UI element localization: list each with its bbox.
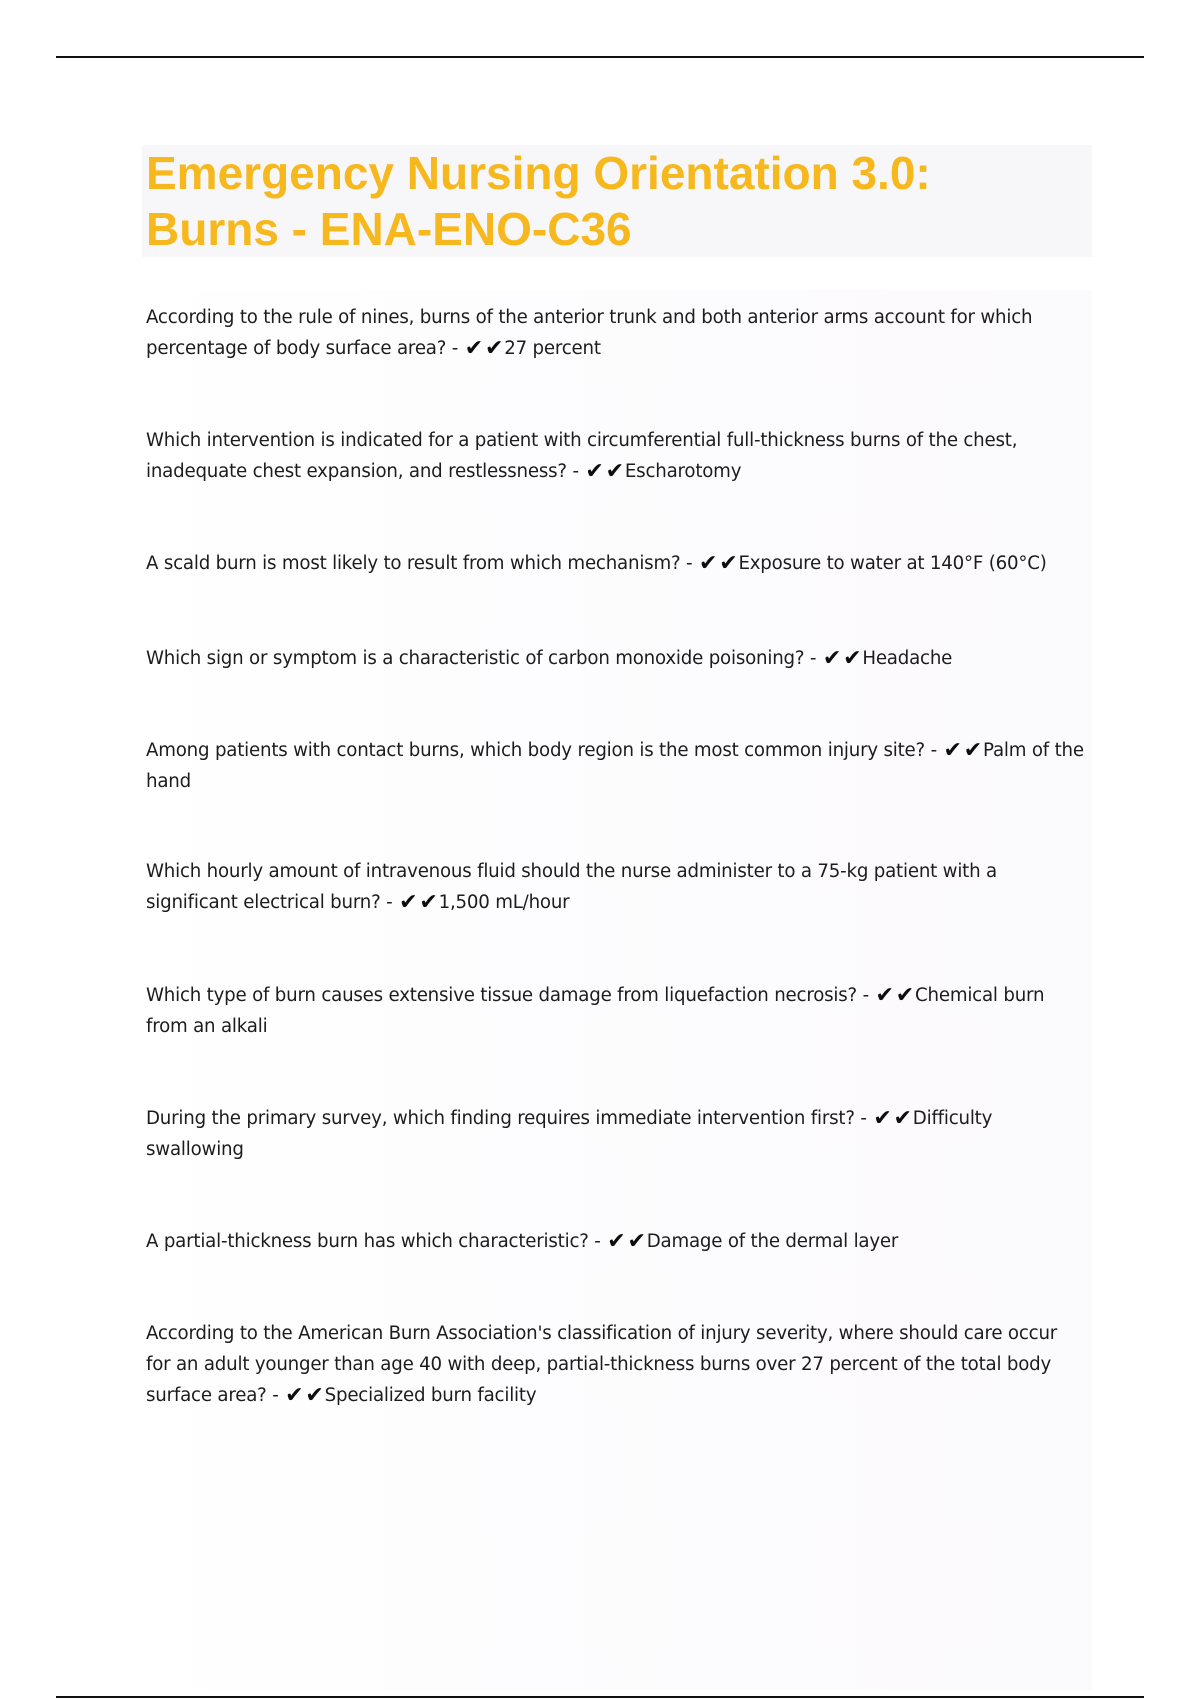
separator: -: [925, 740, 943, 761]
separator: -: [380, 892, 399, 913]
answer-text: Headache: [862, 648, 953, 669]
answer-text: 27 percent: [504, 338, 601, 359]
qa-item-3: [146, 548, 1086, 579]
separator: -: [854, 1108, 873, 1129]
check-icon: ✔: [895, 983, 914, 1008]
separator: -: [588, 1231, 607, 1252]
qa-item-2: [146, 425, 1086, 487]
question-text: A partial-thickness burn has which characteristic?: [146, 1231, 589, 1252]
answer-text: 1,500 mL/hour: [438, 892, 570, 913]
check-icon: ✔: [719, 551, 738, 576]
separator: -: [680, 553, 698, 574]
qa-item-5: [146, 735, 1086, 797]
qa-item-9: [146, 1226, 1086, 1257]
document-title-line-1: Emergency Nursing Orientation 3.0:: [146, 147, 931, 199]
check-icon: ✔: [607, 1229, 626, 1254]
check-icon: ✔: [627, 1229, 646, 1254]
check-icon: ✔: [822, 646, 842, 671]
top-divider: [56, 56, 1144, 58]
check-icon: ✔: [963, 738, 983, 763]
question-text: Which sign or symptom is a characteristic of carbon monoxide poisoning?: [146, 648, 805, 669]
qa-item-4: [146, 643, 1086, 674]
check-icon: ✔: [419, 890, 438, 915]
answer-text: Chemical burn from an alkali: [146, 985, 1045, 1037]
check-icon: ✔: [305, 1383, 324, 1408]
separator: -: [266, 1385, 285, 1406]
separator: -: [566, 461, 585, 482]
check-icon: ✔: [585, 459, 604, 484]
answer-text: Specialized burn facility: [324, 1385, 537, 1406]
answer-text: Exposure to water at 140°F (60°C): [738, 553, 1047, 574]
check-icon: ✔: [875, 983, 894, 1008]
answer-text: Difficulty swallowing: [146, 1108, 993, 1160]
question-text: According to the American Burn Association's classification of injury severity, where should care occur for an adult younger than age 40 with deep, partial-thickness burns over 27 percent of the total body surface area?: [146, 1323, 1058, 1406]
check-icon: ✔: [605, 459, 624, 484]
check-icon: ✔: [464, 336, 483, 361]
qa-list: [142, 290, 1092, 1690]
check-icon: ✔: [843, 646, 862, 671]
question-text: Which hourly amount of intravenous fluid should the nurse administer to a 75-kg patient with a significant electrical burn?: [146, 861, 997, 913]
separator: -: [804, 648, 822, 669]
check-icon: ✔: [943, 738, 962, 763]
answer-text: Damage of the dermal layer: [646, 1231, 899, 1252]
question-text: Among patients with contact burns, which body region is the most common injury site?: [146, 740, 926, 761]
separator: -: [857, 985, 875, 1006]
qa-item-8: [146, 1103, 1086, 1165]
check-icon: ✔: [484, 336, 504, 361]
check-icon: ✔: [893, 1106, 912, 1131]
question-text: Which type of burn causes extensive tissue damage from liquefaction necrosis?: [146, 985, 857, 1006]
question-text: According to the rule of nines, burns of the anterior trunk and both anterior arms account for which percentage of body surface area?: [146, 307, 1033, 359]
qa-item-1: [146, 302, 1086, 364]
qa-item-10: [146, 1318, 1086, 1411]
check-icon: ✔: [698, 551, 718, 576]
question-text: A scald burn is most likely to result from which mechanism?: [146, 553, 681, 574]
question-text: During the primary survey, which finding requires immediate intervention first?: [146, 1108, 855, 1129]
check-icon: ✔: [285, 1383, 304, 1408]
answer-text: Escharotomy: [624, 461, 742, 482]
answer-text: Palm of the hand: [146, 740, 1084, 792]
check-icon: ✔: [399, 890, 418, 915]
document-title-block: [142, 145, 1092, 257]
bottom-divider: [56, 1696, 1144, 1698]
question-text: Which intervention is indicated for a patient with circumferential full-thickness burns of the chest, inadequate chest expansion, and restlessness?: [146, 430, 1018, 482]
qa-item-7: [146, 980, 1086, 1042]
qa-item-6: [146, 856, 1086, 918]
check-icon: ✔: [873, 1106, 892, 1131]
separator: -: [446, 338, 464, 359]
document-title-line-2: Burns - ENA-ENO-C36: [146, 203, 632, 255]
